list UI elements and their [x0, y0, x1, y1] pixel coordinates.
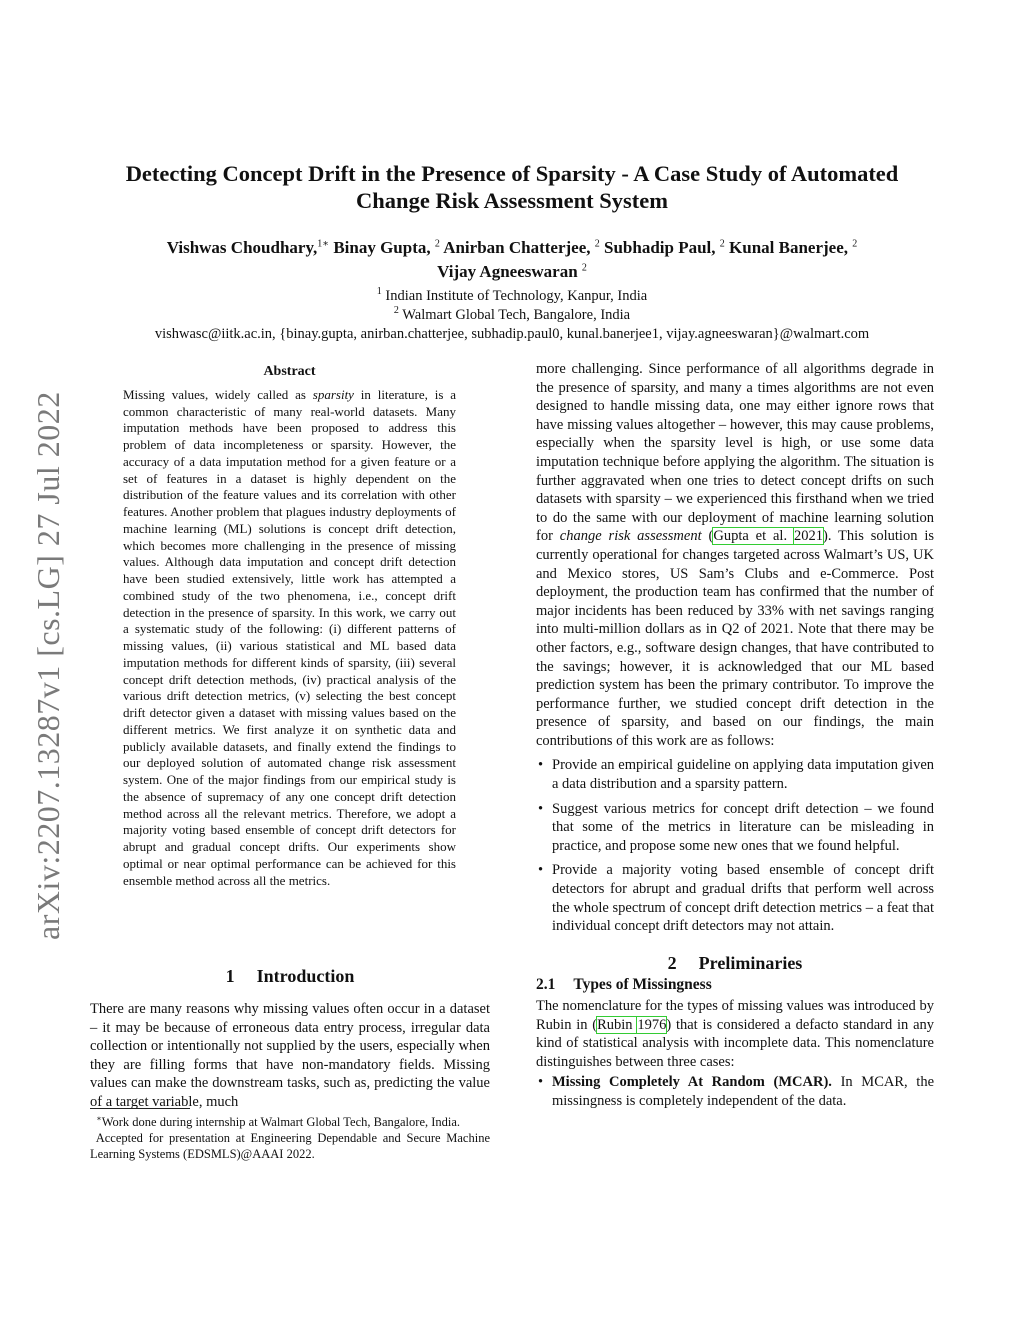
author-line-1	[90, 236, 934, 260]
author-3-sup: 2	[594, 238, 600, 250]
intro-continuation	[536, 360, 934, 750]
prelim-paragraph	[536, 997, 934, 1071]
abstract-text	[123, 387, 456, 890]
intro-cont-start: more challenging. Since performance of all algorithms degrade in the presence of sparsity, and many a times algorithms are not even designed to handle missing data, one may either ignore rows that have missing values altogether – however, this may cause problems, especially when the sparsity level is high, or use some data imputation technique before applying the algorithm. The situation is further aggravated when one tries to detect concept drifts on such datasets with sparsity – we experienced this firsthand when we tried to do the same with our deployment of machine learning solution for	[536, 361, 934, 545]
citation-gupta-link[interactable]	[713, 528, 823, 544]
footnote-1-text: Work done during internship at Walmart Global Tech, Bangalore, India.	[101, 1115, 461, 1129]
arxiv-stamp: arXiv:2207.13287v1 [cs.LG] 27 Jul 2022	[30, 391, 66, 940]
author-1: Vishwas Choudhary,	[166, 238, 318, 257]
abstract-heading: Abstract	[263, 364, 316, 379]
citation-gupta-year: 2021	[793, 528, 823, 545]
affil-1-text: Indian Institute of Technology, Kanpur, India	[385, 288, 648, 304]
footnote-2-text: Accepted for presentation at Engineering Dependable and Secure Machine Learning Systems (EDSMLS)@AAAI 2022.	[90, 1131, 491, 1161]
footnote-2	[90, 1130, 490, 1162]
author-2-sup: 2	[434, 238, 440, 250]
affiliations	[70, 287, 954, 344]
intro-cont-rest: ). This solution is currently operational for changes targeted across Walmart’s US, UK and Mexico stores, US Sam’s Clubs and e-Commerce. Post deployment, the production team has confirmed that the number of major incidents has been reduced by 33% with net savings ranging into multi-million dollars as in Q2 of 2021. Note that there may be other factors, e.g., software design changes, that have contributed to the savings; however, it is acknowledged that our ML based prediction system has been the primary contributor. To improve the performance further, we studied concept drift detection in the presence of sparsity, and based on our findings, the main contributions of this work are as follows:	[536, 528, 934, 749]
bullet-icon: •	[538, 1074, 544, 1091]
author-emails: vishwasc@iitk.ac.in, {binay.gupta, anirban.chatterjee, subhadip.paul0, kunal.banerjee1, vijay.agneeswaran}@walmart.com	[154, 326, 870, 342]
section-title: Introduction	[256, 966, 355, 986]
list-item-text: Provide an empirical guideline on applying data imputation given a data distribution and a sparsity pattern.	[552, 757, 934, 793]
author-3: Anirban Chatterjee,	[443, 238, 591, 257]
prelim-text-rest: ) that is considered a defacto standard in any kind of statistical analysis with incomplete data. This nomenclature distinguishes between three cases:	[536, 1016, 935, 1070]
subsection-title: Types of Missingness	[573, 976, 712, 994]
footnote-rule	[90, 1108, 190, 1109]
author-6-sup: 2	[581, 262, 587, 274]
list-item-text: Provide a majority voting based ensemble of concept drift detectors for abrupt and gradual drifts that perform well across the whole spectrum of concept drift detection metrics – a feat that individual concept drift detectors may not attain.	[552, 862, 934, 935]
intro-paren-open: (	[701, 528, 714, 545]
section-heading-preliminaries	[536, 954, 934, 973]
prelim-text-start: The nomenclature for the types of missing values was introduced by Rubin in (	[536, 998, 934, 1033]
author-1-sup: 1∗	[317, 238, 330, 250]
list-item	[536, 800, 934, 856]
paper-title	[90, 160, 934, 214]
intro-paragraph: There are many reasons why missing values often occur in a dataset – it may be because of erroneous data entry process, irregular data collection or intentionally not supplied by the users, especially when they are filling forms that have non-mandatory fields. Missing values can make the downstream tasks, such as, predicting the value of a target variable, much	[90, 1001, 490, 1110]
affil-1-sup: 1	[376, 286, 382, 298]
citation-rubin-author: Rubin	[597, 1016, 633, 1033]
footnote-1-mark: ∗	[96, 1113, 102, 1123]
abstract	[123, 364, 456, 889]
author-2: Binay Gupta,	[333, 238, 431, 257]
bullet-icon: •	[538, 800, 544, 817]
section-heading-introduction	[90, 966, 490, 987]
abstract-emphasis: sparsity	[312, 386, 354, 402]
author-4-sup: 2	[719, 238, 725, 250]
right-column-text	[536, 360, 934, 1117]
footnote-1	[90, 1114, 490, 1130]
footnotes	[90, 1114, 490, 1162]
intro-emphasis: change risk assessment	[559, 528, 702, 545]
bullet-icon: •	[538, 757, 544, 774]
abstract-text-rest: in literature, is a common characteristic of many real-world datasets. Many imputation methods have been proposed to address this problem of data incompleteness or sparsity. However, the accuracy of a data imputation method for a given feature or a set of features in a dataset is highly dependent on the distribution of the feature values and its correlation with other features. Another problem that plagues industry deployments of machine learning (ML) solutions is concept drift detection, which becomes more challenging in the presence of missing values. Although data imputation and concept drift detection have been studied extensively, little work has attempted a combined study of the two phenomena, i.e., concept drift detection in the presence of sparsity. In this work, we carry out a systematic study of the following: (i) different patterns of missing values, (ii) various statistical and ML based data imputation methods for different kinds of sparsity, (iii) several concept drift detection methods, (iv) practical analysis of the various drift detection metrics, (v) selecting the best concept drift detector given a dataset with missing values based on the different metrics. We first analyze it on synthetic data and publicly available datasets, and finally extend the findings to our deployed solution of automated change risk assessment system. One of the major findings from our empirical study is the absence of supremacy of any one concept drift detection method across all the relevant metrics. Therefore, we adopt a majority voting based ensemble of concept drift detectors for abrupt and gradual concept drifts. Our experiments show optimal or near optimal performance can be achieved for this ensemble method across all the metrics.	[123, 386, 457, 888]
author-line-2	[90, 260, 934, 284]
abstract-text-start: Missing values, widely called as	[123, 386, 313, 402]
author-5: Kunal Banerjee,	[729, 238, 849, 257]
affiliation-2	[70, 306, 954, 325]
section-number: 2	[667, 952, 677, 973]
author-4: Subhadip Paul,	[604, 238, 716, 257]
title-line-1: Detecting Concept Drift in the Presence of Sparsity - A Case Study of Automated	[125, 161, 899, 186]
affiliation-1	[70, 287, 954, 306]
title-line-2: Change Risk Assessment System	[356, 188, 668, 213]
author-6: Vijay Agneeswaran	[437, 262, 578, 281]
left-column-text	[90, 1000, 490, 1112]
list-item-text: Suggest various metrics for concept drift detection – we found that some of the metrics in literature can be misleading in practice, and propose some new ones that we found helpful.	[552, 800, 934, 854]
section-title: Preliminaries	[698, 952, 803, 973]
subsection-number: 2.1	[536, 976, 556, 994]
list-item	[536, 756, 934, 793]
affil-2-sup: 2	[393, 305, 399, 317]
citation-rubin-link[interactable]	[597, 1017, 666, 1033]
citation-rubin-year: 1976	[637, 1016, 667, 1033]
citation-gupta-author: Gupta et al.	[713, 528, 788, 545]
mcar-term: Missing Completely At Random (MCAR).	[552, 1074, 832, 1091]
section-number: 1	[225, 966, 235, 986]
contributions-list	[536, 756, 934, 935]
author-list	[90, 236, 934, 284]
bullet-icon: •	[538, 862, 544, 879]
list-item	[536, 861, 934, 935]
mcar-definition: In MCAR, the missingness is completely independent of the data.	[552, 1074, 934, 1109]
list-item	[536, 1073, 934, 1110]
missingness-list	[536, 1073, 934, 1110]
affil-2-text: Walmart Global Tech, Bangalore, India	[402, 307, 631, 323]
author-5-sup: 2	[852, 238, 858, 250]
subsection-heading	[536, 976, 934, 995]
